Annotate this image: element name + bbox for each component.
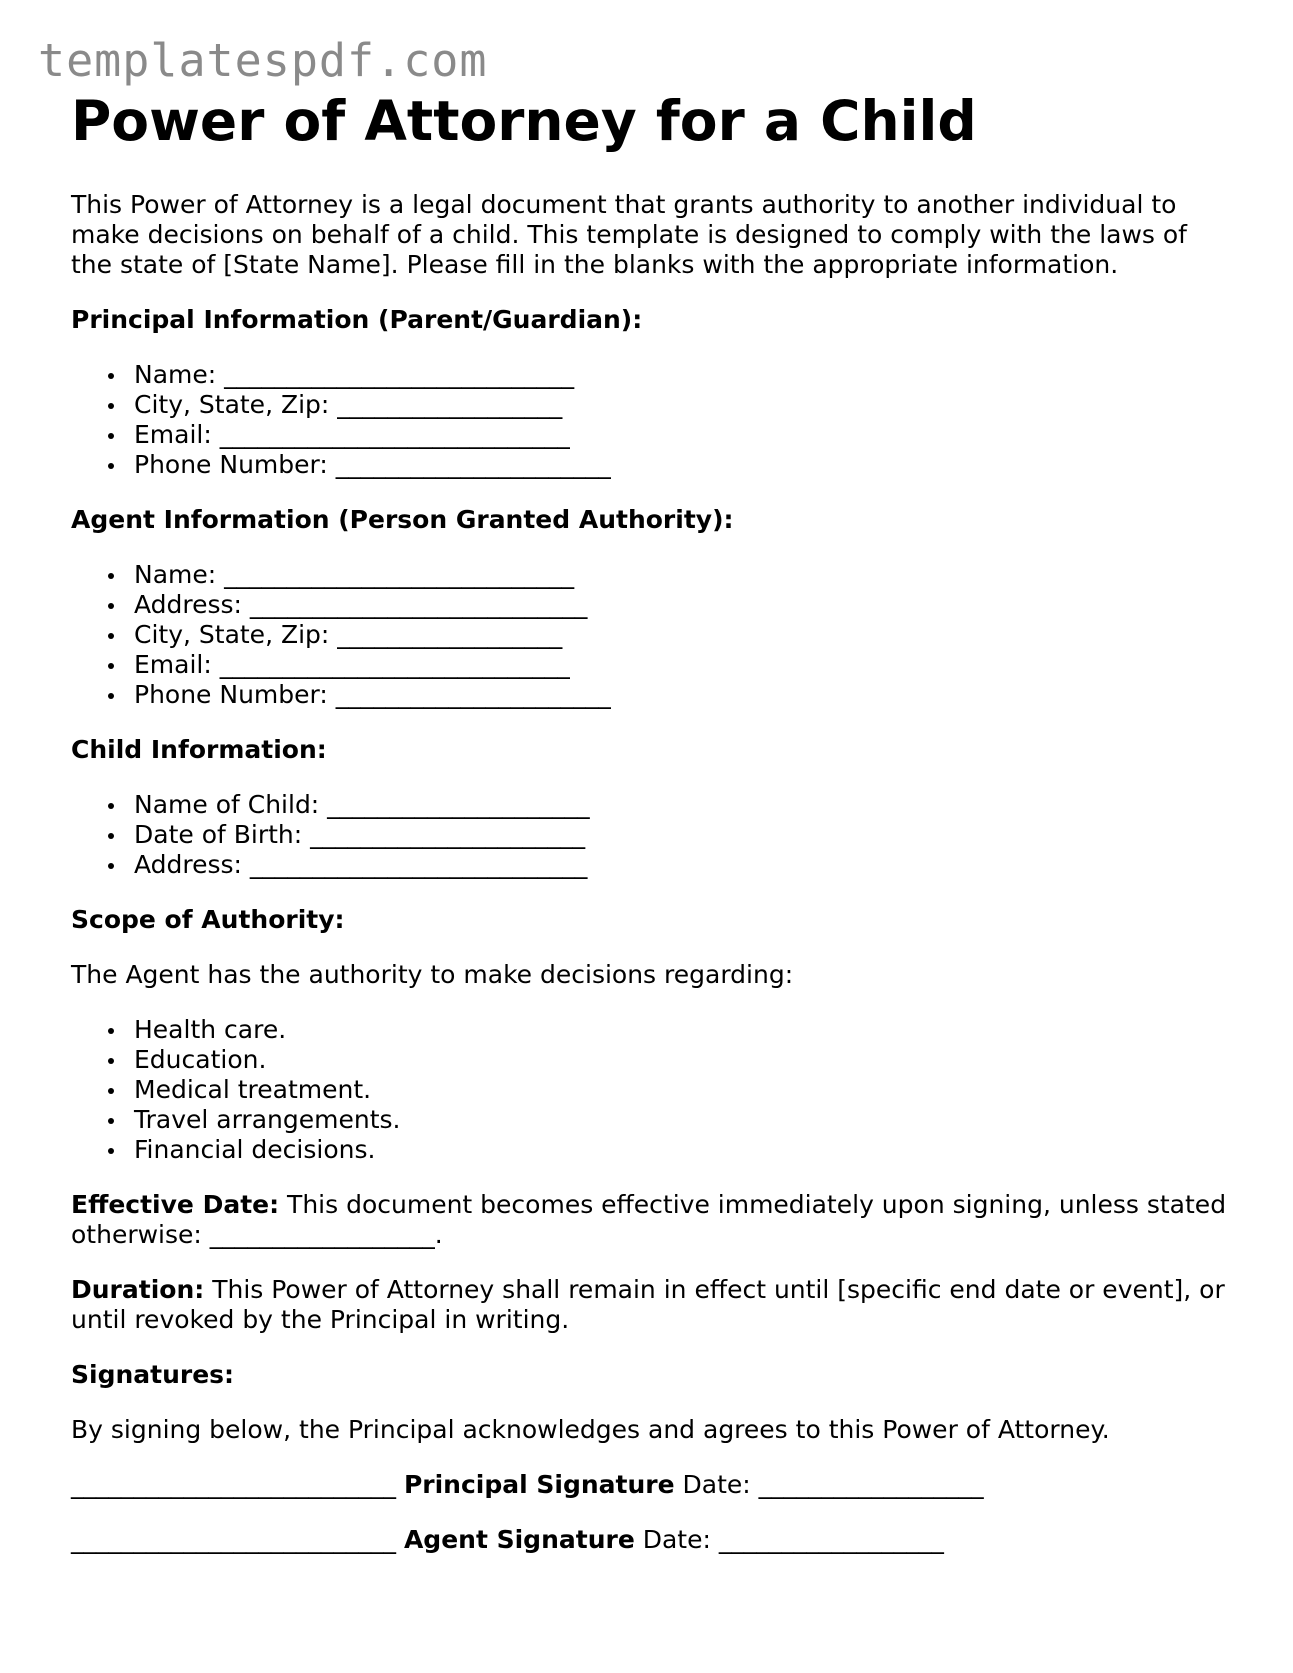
list-item: Address: ___________________________ — [134, 850, 1231, 880]
list-item: Phone Number: ______________________ — [134, 450, 1231, 480]
list-item: Financial decisions. — [134, 1135, 1231, 1165]
agent-signature-date: Date: __________________ — [634, 1525, 944, 1554]
list-item: Phone Number: ______________________ — [134, 680, 1231, 710]
list-item: City, State, Zip: __________________ — [134, 390, 1231, 420]
watermark: templatespdf.com — [38, 34, 488, 87]
duration-paragraph — [71, 1275, 1231, 1335]
child-heading: Child Information: — [71, 735, 327, 764]
agent-signature-label: Agent Signature — [403, 1525, 635, 1554]
principal-signature-blank: __________________________ — [71, 1470, 404, 1499]
agent-signature-line — [71, 1525, 1231, 1555]
effective-date-paragraph — [71, 1190, 1231, 1250]
document — [71, 88, 1231, 1555]
scope-text: The Agent has the authority to make decisions regarding: — [71, 960, 794, 989]
principal-list — [71, 360, 1231, 480]
agent-list — [71, 560, 1231, 710]
signatures-heading: Signatures: — [71, 1360, 235, 1389]
effective-date-label: Effective Date: — [71, 1190, 280, 1219]
list-item: Medical treatment. — [134, 1075, 1231, 1105]
list-item: Address: ___________________________ — [134, 590, 1231, 620]
list-item: Name: ____________________________ — [134, 560, 1231, 590]
principal-signature-date: Date: __________________ — [674, 1470, 984, 1499]
duration-label: Duration: — [71, 1275, 205, 1304]
list-item: City, State, Zip: __________________ — [134, 620, 1231, 650]
list-item: Education. — [134, 1045, 1231, 1075]
principal-heading: Principal Information (Parent/Guardian): — [71, 305, 643, 334]
intro-paragraph: This Power of Attorney is a legal document that grants authority to another individual to make decisions on behalf of a child. This template is designed to comply with the laws of the state of [State Name]. Please fill in the blanks with the appropriate information. — [71, 190, 1187, 279]
list-item: Name: ____________________________ — [134, 360, 1231, 390]
duration-text: This Power of Attorney shall remain in effect until [specific end date or event], or until revoked by the Principal in writing. — [71, 1275, 1225, 1334]
list-item: Date of Birth: ______________________ — [134, 820, 1231, 850]
list-item: Travel arrangements. — [134, 1105, 1231, 1135]
scope-heading: Scope of Authority: — [71, 905, 345, 934]
effective-date-text: This document becomes effective immediately upon signing, unless stated otherwise: __________________. — [71, 1190, 1227, 1249]
list-item: Email: ____________________________ — [134, 650, 1231, 680]
scope-list — [71, 1015, 1231, 1165]
list-item: Email: ____________________________ — [134, 420, 1231, 450]
child-list — [71, 790, 1231, 880]
agent-heading: Agent Information (Person Granted Authority): — [71, 505, 734, 534]
agent-signature-blank: __________________________ — [71, 1525, 404, 1554]
signatures-text: By signing below, the Principal acknowledges and agrees to this Power of Attorney. — [71, 1415, 1110, 1444]
list-item: Health care. — [134, 1015, 1231, 1045]
principal-signature-line — [71, 1470, 1231, 1500]
page-title: Power of Attorney for a Child — [71, 89, 977, 153]
list-item: Name of Child: _____________________ — [134, 790, 1231, 820]
principal-signature-label: Principal Signature — [403, 1470, 675, 1499]
